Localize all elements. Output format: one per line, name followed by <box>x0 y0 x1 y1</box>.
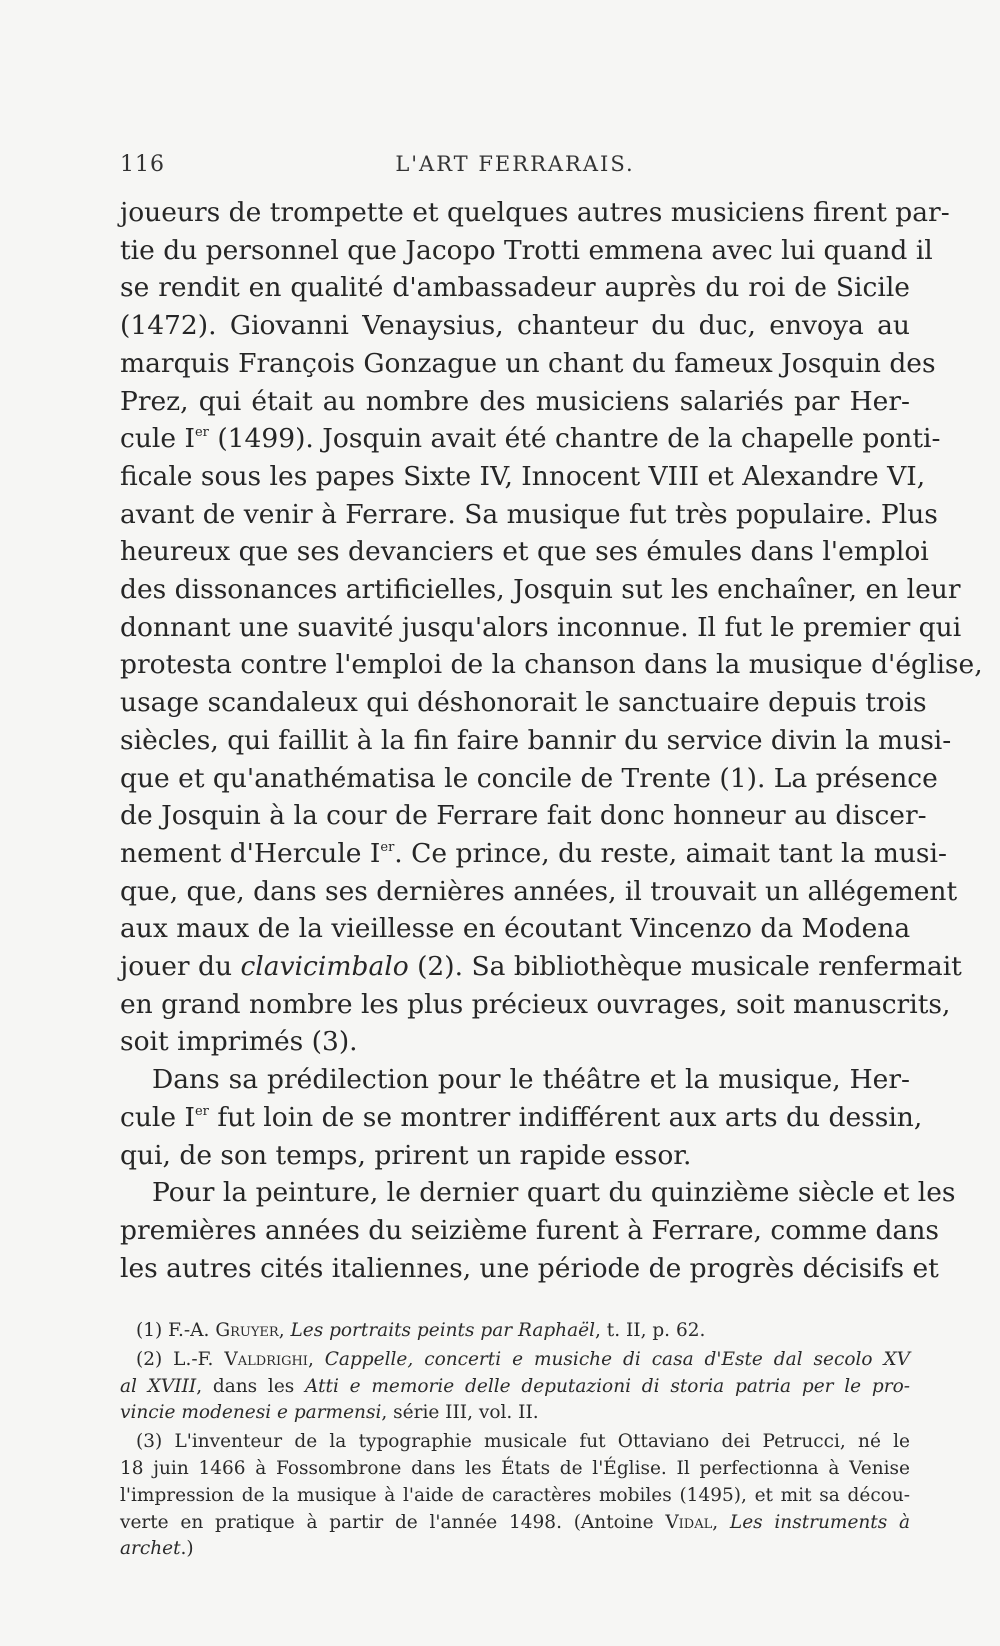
text-line <box>120 420 941 458</box>
italic-term: clavicimbalo <box>240 951 409 983</box>
footnote-line <box>120 1429 910 1456</box>
superscript: er <box>380 839 395 855</box>
text-line: joueurs de trompette et quelques autres musiciens firent par- <box>120 197 950 228</box>
footnote-line: 18 juin 1466 à Fossombrone dans les États de l'Église. Il perfectionna à Venise <box>120 1457 910 1479</box>
text-line <box>120 948 962 986</box>
footnote-mark: (2) <box>136 1348 163 1370</box>
paragraph-3 <box>120 1174 956 1287</box>
footnotes <box>120 1318 910 1565</box>
text-line: ficale sous les papes Sixte IV, Innocent VIII et Alexandre VI, <box>120 460 926 492</box>
text-line: soit imprimés (3). <box>120 1026 358 1058</box>
text-line: marquis François Gonzague un chant du fameux Josquin des <box>120 347 936 379</box>
work-title: Les portraits peints par Raphaël <box>290 1320 595 1341</box>
text-fragment: jouer du <box>120 951 241 983</box>
text-line: que et qu'anathématisa le concile de Trente (1). La présence <box>120 762 938 794</box>
text-line: protesta contre l'emploi de la chanson dans la musique d'église, <box>120 649 983 681</box>
text-line: premières années du seizième furent à Ferrare, comme dans <box>120 1214 939 1246</box>
text-line: donnant une suavité jusqu'alors inconnue. Il fut le premier qui <box>120 611 962 643</box>
text-line: aux maux de la vieillesse en écoutant Vincenzo da Modena <box>120 913 911 945</box>
running-title: L'ART FERRARAIS. <box>395 152 635 176</box>
text-line: en grand nombre les plus précieux ouvrages, soit manuscrits, <box>120 988 951 1020</box>
text-fragment: (2). Sa bibliothèque musicale renfermait <box>408 951 962 983</box>
text-fragment: (1499). Josquin avait été chantre de la chapelle ponti- <box>208 423 941 455</box>
text-line: siècles, qui faillit à la fin faire bannir du service divin la musi- <box>120 724 952 756</box>
series-title: vincie modenesi e parmensi <box>120 1402 382 1424</box>
footnote-1 <box>120 1318 910 1345</box>
series-title: Atti e memorie delle deputazioni di storia patria per le pro- <box>305 1375 910 1397</box>
text-fragment: cule I <box>120 423 195 455</box>
text-fragment: Pour la peinture, le dernier quart du quinzième siècle et les <box>152 1177 956 1209</box>
footnote-line <box>120 1536 910 1563</box>
page-header <box>120 152 910 182</box>
text-fragment: cule I <box>120 1101 195 1133</box>
text-line: avant de venir à Ferrare. Sa musique fut très populaire. Plus <box>120 498 938 530</box>
work-title: Cappelle, concerti e musiche di casa d'Este dal secolo XV <box>324 1348 910 1370</box>
text-line <box>120 1061 910 1099</box>
footnote-line <box>120 1510 910 1537</box>
text-line: tie du personnel que Jacopo Trotti emmena avec lui quand il <box>120 234 933 266</box>
text-fragment: , <box>278 1320 291 1341</box>
work-title: archet <box>120 1538 181 1560</box>
text-line: des dissonances artificielles, Josquin sut les enchaîner, en leur <box>120 574 961 606</box>
text-line: usage scandaleux qui déshonorait le sanctuaire depuis trois <box>120 687 927 719</box>
text-fragment: F.-A. <box>162 1320 216 1341</box>
text-line: se rendit en qualité d'ambassadeur auprès du roi de Sicile <box>120 272 910 304</box>
paragraph-2 <box>120 1061 923 1174</box>
superscript: er <box>194 1103 209 1119</box>
text-line: les autres cités italiennes, une période de progrès décisifs et <box>120 1252 939 1284</box>
text-fragment: , <box>307 1348 325 1370</box>
footnote-line <box>120 1374 910 1401</box>
text-fragment: fut loin de se montrer indifférent aux arts du dessin, <box>208 1101 923 1133</box>
work-title: Les instruments à <box>729 1511 911 1533</box>
work-title: al XVIII <box>120 1375 197 1397</box>
text-fragment: L'inventeur de la typographie musicale fut Ottaviano dei Petrucci, né le <box>162 1431 910 1453</box>
text-line: que, que, dans ses dernières années, il trouvait un allégement <box>120 875 958 907</box>
text-fragment: , dans les <box>196 1375 306 1397</box>
body-text <box>120 194 983 1287</box>
text-fragment: verte en pratique à partir de l'année 1498. (Antoine <box>120 1511 666 1533</box>
author-name: Vidal <box>665 1511 713 1533</box>
footnote-line <box>120 1347 910 1374</box>
text-line: qui, de son temps, prirent un rapide essor. <box>120 1139 692 1171</box>
text-fragment: .) <box>180 1538 194 1560</box>
text-fragment: . Ce prince, du reste, aimait tant la musi- <box>394 837 947 869</box>
footnote-mark: (3) <box>136 1431 163 1453</box>
page-number: 116 <box>120 152 165 177</box>
superscript: er <box>194 425 209 441</box>
text-line <box>120 1099 923 1137</box>
text-fragment: Dans sa prédilection pour le théâtre et la musique, Her- <box>152 1064 910 1096</box>
text-line <box>120 835 947 873</box>
footnote-3 <box>120 1429 910 1563</box>
author-name: Valdrighi <box>224 1348 308 1370</box>
text-fragment: , <box>712 1511 730 1533</box>
paragraph-1 <box>120 194 983 1061</box>
text-line: heureux que ses devanciers et que ses émules dans l'emploi <box>120 536 929 568</box>
footnote-line <box>120 1318 910 1345</box>
text-line: de Josquin à la cour de Ferrare fait donc honneur au discer- <box>120 800 927 832</box>
text-fragment: , série III, vol. II. <box>381 1402 539 1424</box>
text-line: Prez, qui était au nombre des musiciens salariés par Her- <box>120 385 910 417</box>
footnote-line <box>120 1400 910 1427</box>
text-line <box>120 1174 956 1212</box>
footnote-line: l'impression de la musique à l'aide de caractères mobiles (1495), et mit sa décou- <box>120 1484 910 1506</box>
footnote-2 <box>120 1347 910 1427</box>
text-fragment: , t. II, p. 62. <box>595 1320 706 1341</box>
author-name: Gruyer <box>215 1320 279 1341</box>
text-line: (1472). Giovanni Venaysius, chanteur du duc, envoya au <box>120 310 910 342</box>
text-fragment: L.-F. <box>162 1348 225 1370</box>
text-fragment: nement d'Hercule I <box>120 837 381 869</box>
footnote-mark: (1) <box>136 1320 163 1341</box>
